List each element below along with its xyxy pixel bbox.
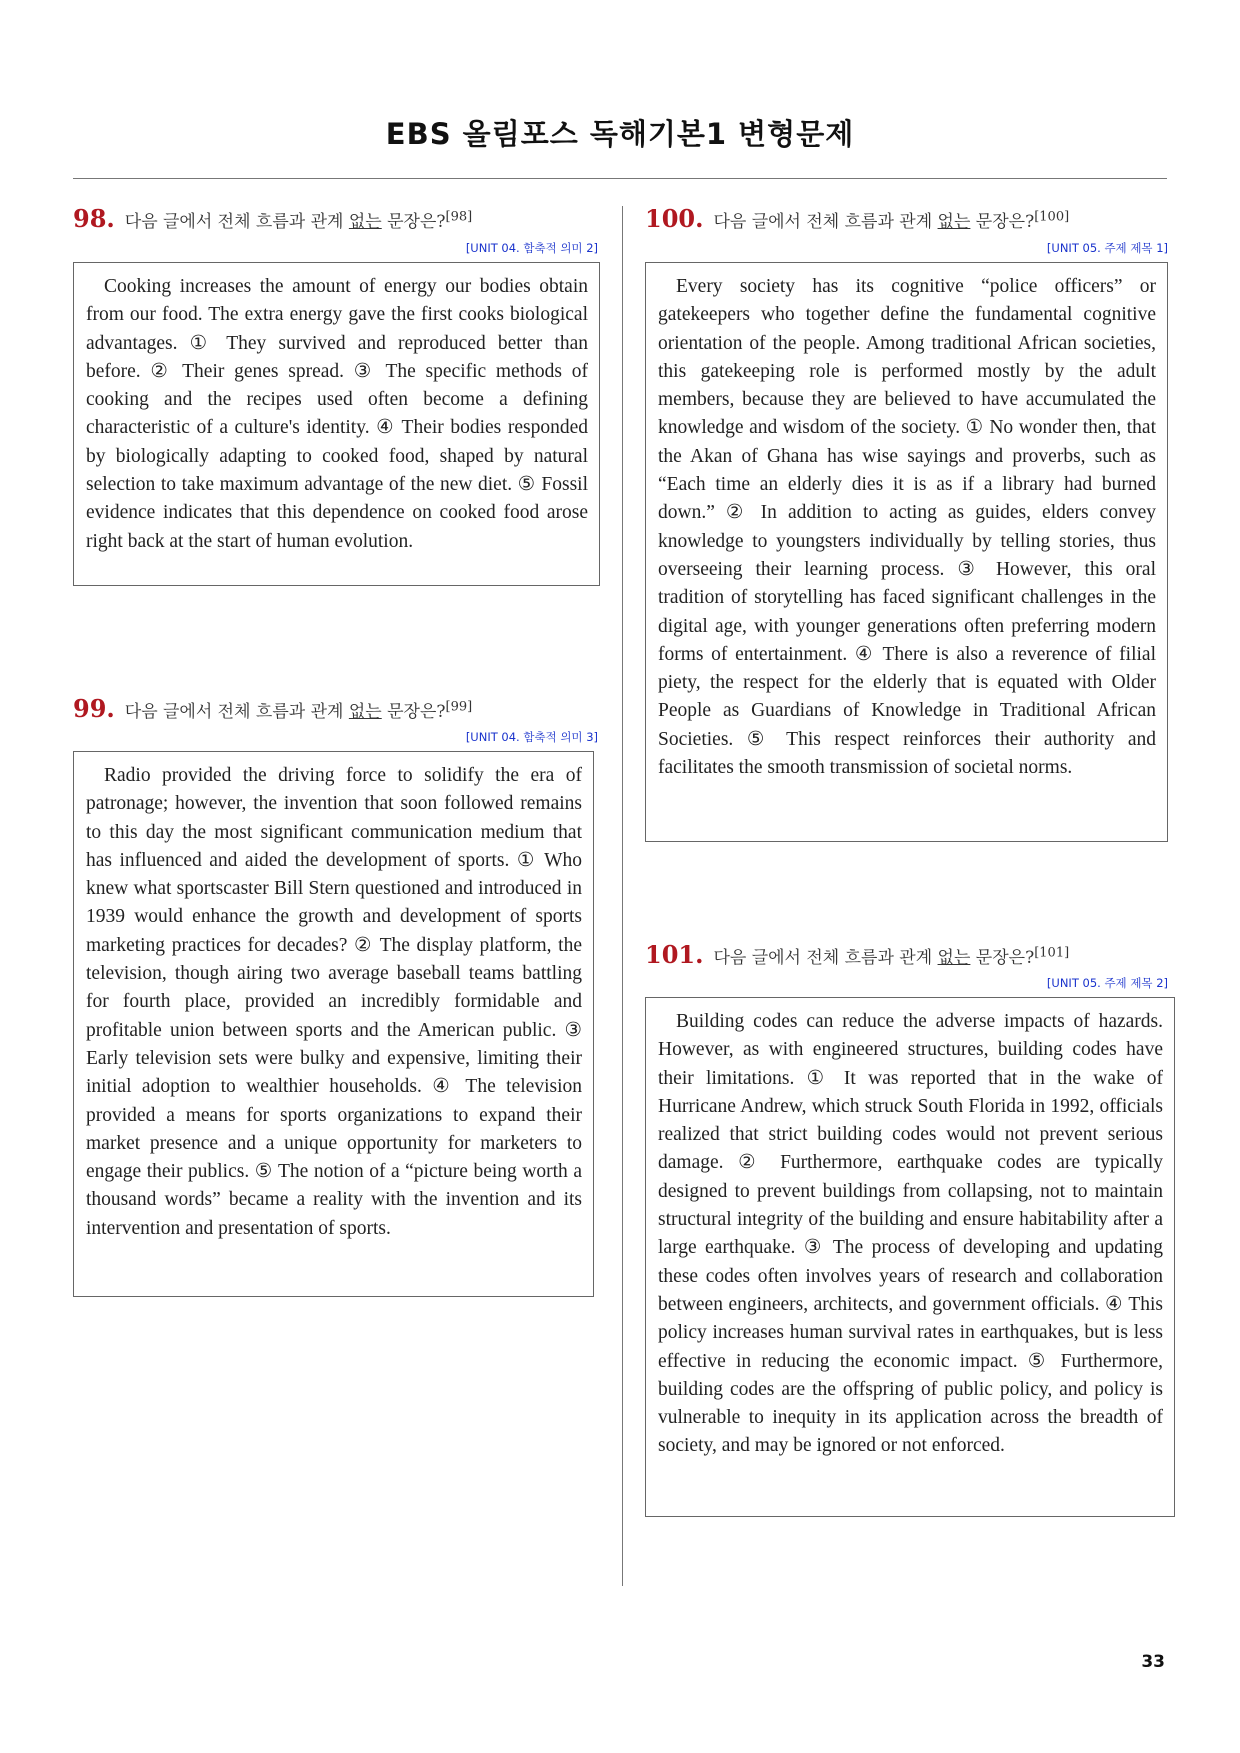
question-100-header [645,204,1069,233]
question-99-ref: [99] [445,699,473,715]
question-100-passage [645,262,1168,842]
question-98-prompt: 다음 글에서 전체 흐름과 관계 [124,212,349,232]
question-99-prompt-end: 문장은? [381,702,446,722]
question-98-prompt-end: 문장은? [381,212,446,232]
question-99-unit-tag: [UNIT 04. 함축적 의미 3] [465,730,598,744]
question-98-passage-text: Cooking increases the amount of energy our bodies obtain from our food. The extra energy gave the first cooks biological advantages. ① They survived and reproduced better than before. ② Their genes spread. ③ The specific methods of cooking and the recipes used often become a defining characteristic of a culture's identity. ④ Their bodies responded by biologically adapting to cooked food, shaped by natural selection to take maximum advantage of the new diet. ⑤ Fossil evidence indicates that this dependence on cooked food arose right back at the start of human evolution. [86,276,588,552]
question-98-prompt-underlined: 없는 [348,212,382,232]
question-101-prompt-end: 문장은? [970,948,1035,968]
question-101-passage-text: Building codes can reduce the adverse impacts of hazards. However, as with engineered structures, building codes have their limitations. ① It was reported that in the wake of Hurricane Andrew, which struck South Florida in 1992, officials realized that strict building codes would not prevent serious damage. ② Furthermore, earthquake codes are typically designed to prevent buildings from collapsing, not to maintain structural integrity of the building and ensure habitability after a large earthquake. ③ The process of developing and updating these codes often involves years of research and collaboration between engineers, architects, and government officials. ④ This policy increases human survival rates in earthquakes, but is less effective in reducing the economic impact. ⑤ Furthermore, building codes are the offspring of public policy, and policy is vulnerable to inequity in its application across the breadth of society, and may be ignored or not enforced. [658,1011,1163,1457]
question-100-prompt: 다음 글에서 전체 흐름과 관계 [713,212,938,232]
page-number: 33 [1141,1652,1165,1672]
question-101-prompt: 다음 글에서 전체 흐름과 관계 [713,948,938,968]
question-100-ref: [100] [1034,209,1070,225]
question-101-passage [645,997,1175,1517]
question-101-unit-tag: [UNIT 05. 주제 제목 2] [1046,976,1168,990]
column-divider [622,206,623,1586]
question-101-header [645,940,1069,969]
question-98-ref: [98] [445,209,473,225]
question-99-passage [73,751,594,1297]
question-99-prompt: 다음 글에서 전체 흐름과 관계 [124,702,349,722]
question-98-number: 98. [73,204,115,233]
page-title: EBS 올림포스 독해기본1 변형문제 [385,117,855,151]
question-98-unit-tag: [UNIT 04. 함축적 의미 2] [465,241,598,255]
question-98-header [73,204,472,233]
question-99-header [73,694,472,723]
question-100-prompt-underlined: 없는 [937,212,971,232]
question-101-prompt-underlined: 없는 [937,948,971,968]
question-99-prompt-underlined: 없는 [348,702,382,722]
question-101-ref: [101] [1034,945,1070,961]
question-100-prompt-end: 문장은? [970,212,1035,232]
question-101-number: 101. [645,940,704,969]
question-99-number: 99. [73,694,115,723]
title-divider [73,178,1167,179]
question-99-passage-text: Radio provided the driving force to solidify the era of patronage; however, the invention that soon followed remains to this day the most significant communication medium that has influenced and aided the development of sports. ① Who knew what sportscaster Bill Stern questioned and introduced in 1939 would enhance the growth and development of sports marketing practices for decades? ② The display platform, the television, though airing two average baseball teams battling for fourth place, provided an incredibly formidable and profitable union between sports and the American public. ③ Early television sets were bulky and expensive, limiting their initial adoption to wealthier households. ④ The television provided a means for sports organizations to expand their market presence and a unique opportunity for marketers to engage their publics. ⑤ The notion of a “picture being worth a thousand words” became a reality with the invention and its intervention and presentation of sports. [86,765,582,1239]
question-98-passage [73,262,600,586]
question-100-unit-tag: [UNIT 05. 주제 제목 1] [1046,241,1168,255]
question-100-number: 100. [645,204,704,233]
question-100-passage-text: Every society has its cognitive “police officers” or gatekeepers who together define the fundamental cognitive orientation of the people. Among traditional African societies, this gatekeeping role is performed mostly by the adult members, because they are believed to have accumulated the knowledge and wisdom of the society. ① No wonder then, that the Akan of Ghana has wise sayings and proverbs, such as “Each time an elderly dies it is as if a library had burned down.” ② In addition to acting as guides, elders convey knowledge to youngsters individually by telling stories, thus overseeing their learning process. ③ However, this oral tradition of storytelling has faced significant challenges in the digital age, with younger generations often preferring modern forms of entertainment. ④ There is also a reverence of filial piety, the respect for the elderly that is equated with Older People as Guardians of Knowledge in Traditional African Societies. ⑤ This respect reinforces their authority and facilitates the smooth transmission of societal norms. [658,276,1156,779]
